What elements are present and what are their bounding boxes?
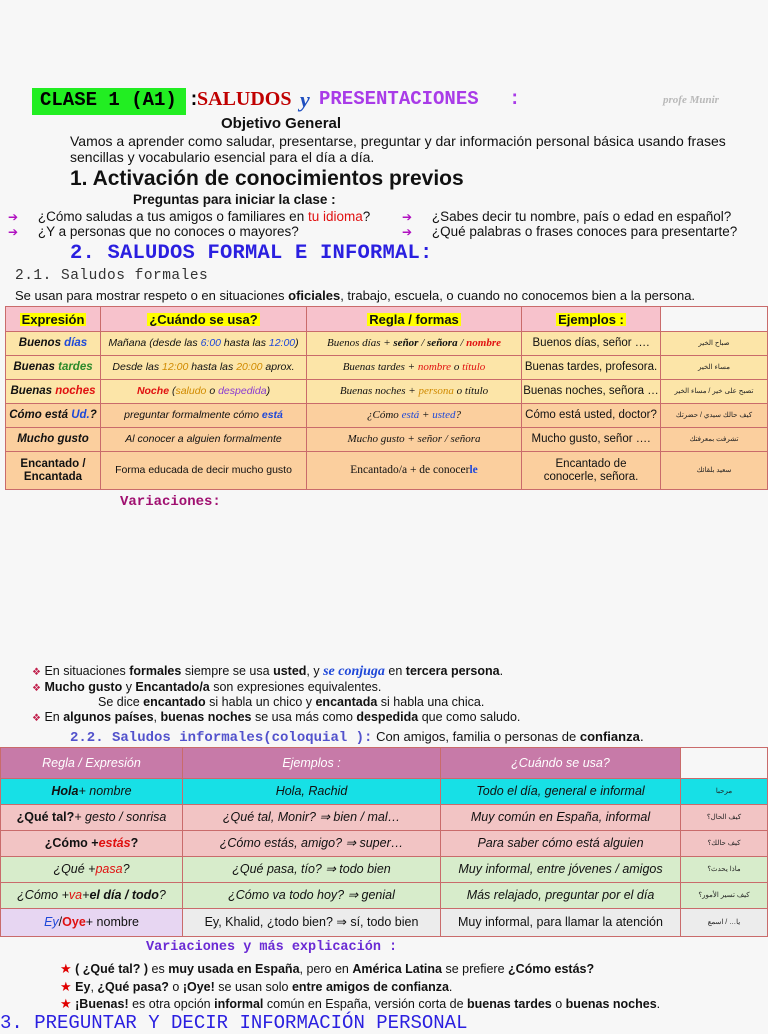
table-cell: Hola, Rachid <box>182 778 441 805</box>
table-cell: Cómo está Ud. ? <box>5 403 101 428</box>
table-cell: Encantado de conocerle, señora. <box>521 451 661 490</box>
section1-title: 1. Activación de conocimientos previos <box>70 167 464 190</box>
table-cell: Encantado/a + de conocerle <box>306 451 522 490</box>
table-header-cell <box>680 747 768 779</box>
table-cell-arabic: كيف تسير الأمور؟ <box>680 882 768 909</box>
arrow-icon: ➔ <box>402 210 413 224</box>
table-cell: Buenas tardes, profesora. <box>521 355 661 380</box>
table-cell: Buenos días + señor / señora / nombre <box>306 331 522 356</box>
table-header-cell: ¿Cuándo se usa? <box>100 306 307 332</box>
table-cell: ¿Qué pasa, tío? ⇒ todo bien <box>182 856 441 883</box>
table-cell: Mucho gusto <box>5 427 101 452</box>
table-header-cell: Ejemplos : <box>182 747 441 779</box>
arrow-icon: ➔ <box>8 225 19 239</box>
question-4: ➔ ¿Qué palabras o frases conoces para presentarte? <box>402 224 738 239</box>
variaciones-explicacion-heading: Variaciones y más explicación : <box>146 940 398 955</box>
note-2: ❖ Mucho gusto y Encantado/a son expresiones equivalentes. <box>32 680 382 694</box>
section21-text: Se usan para mostrar respeto o en situaciones oficiales, trabajo, escuela, o cuando no conocemos bien a la persona. <box>15 288 696 303</box>
table-cell: Más relajado, preguntar por el día <box>440 882 681 909</box>
title-y: y <box>300 87 310 112</box>
diamond-bullet-icon: ❖ <box>32 713 41 724</box>
objective-title: Objetivo General <box>221 115 342 132</box>
objective-text: Vamos a aprender como saludar, presentarse, preguntar y dar información personal básica usando frases sencillas y vocabulario esencial para el día a día. <box>70 133 726 165</box>
table-header-cell: Expresión <box>5 306 101 332</box>
star-icon: ★ <box>60 961 72 976</box>
table-cell: Buenas noches, señora … <box>521 379 661 404</box>
table-cell: Muy informal, entre jóvenes / amigos <box>440 856 681 883</box>
table-header-cell <box>660 306 768 332</box>
star-icon: ★ <box>60 996 72 1011</box>
table-cell-arabic: صباح الخير <box>660 331 768 356</box>
table-header-cell: ¿Cuándo se usa? <box>440 747 681 779</box>
table-cell: ¿Cómo está + usted? <box>306 403 522 428</box>
table-cell-arabic: مساء الخير <box>660 355 768 380</box>
table-cell: ¿Qué tal, Monir? ⇒ bien / mal… <box>182 804 441 831</box>
table-cell: Desde las 12:00 hasta las 20:00 aprox. <box>100 355 307 380</box>
table-header-cell: Regla / Expresión <box>0 747 183 779</box>
table-cell: Buenas tardes + nombre o título <box>306 355 522 380</box>
star-note-2: ★ Ey, ¿Qué pasa? o ¡Oye! se usan solo entre amigos de confianza. <box>60 979 453 994</box>
star-icon: ★ <box>60 979 72 994</box>
table-header-cell: Regla / formas <box>306 306 522 332</box>
question-3: ➔ ¿Sabes decir tu nombre, país o edad en español? <box>402 209 732 224</box>
table-cell: Mañana (desde las 6:00 hasta las 12:00 ) <box>100 331 307 356</box>
table-cell: Buenas noches + persona o título <box>306 379 522 404</box>
arrow-icon: ➔ <box>8 210 19 224</box>
table-cell: Hola + nombre <box>0 778 183 805</box>
diamond-bullet-icon: ❖ <box>32 667 41 678</box>
table-cell: Todo el día, general e informal <box>440 778 681 805</box>
table-cell: Buenas noches <box>5 379 101 404</box>
table-cell: ¿Cómo va todo hoy? ⇒ genial <box>182 882 441 909</box>
table-cell: Encantado / Encantada <box>5 451 101 490</box>
author-watermark: profe Munir <box>663 94 719 106</box>
table-cell: Al conocer a alguien formalmente <box>100 427 307 452</box>
table-cell: Buenos días <box>5 331 101 356</box>
table-cell-arabic: كيف الحال؟ <box>680 804 768 831</box>
table-cell: Muy común en España, informal <box>440 804 681 831</box>
table-cell: Buenas tardes <box>5 355 101 380</box>
note-1: ❖ En situaciones formales siempre se usa usted, y se conjuga en tercera persona. <box>32 664 504 679</box>
table-cell-arabic: تشرفت بمعرفتك <box>660 427 768 452</box>
table-cell: ¿Cómo estás, amigo? ⇒ super… <box>182 830 441 857</box>
note-4: ❖ En algunos países, buenas noches se usa más como despedida que como saludo. <box>32 710 521 724</box>
section21-title: 2.1. Saludos formales <box>15 268 209 284</box>
table-cell-arabic: كيف حالك؟ <box>680 830 768 857</box>
table-cell: Forma educada de decir mucho gusto <box>100 451 307 490</box>
table-header-cell: Ejemplos : <box>521 306 661 332</box>
question-2: ➔ ¿Y a personas que no conoces o mayores? <box>8 224 299 239</box>
table-cell-arabic: تصبح على خير / مساء الخير <box>660 379 768 404</box>
section22-heading: 2.2. Saludos informales(coloquial ): Con amigos, familia o personas de confianza. <box>70 728 644 746</box>
table-cell: preguntar formalmente cómo está <box>100 403 307 428</box>
title-colon: : <box>509 88 521 110</box>
table-cell: Muy informal, para llamar la atención <box>440 908 681 937</box>
table-cell-arabic: ماذا يحدث؟ <box>680 856 768 883</box>
star-note-1: ★ ( ¿Qué tal? ) es muy usada en España, pero en América Latina se prefiere ¿Cómo estás? <box>60 961 595 976</box>
variaciones-heading: Variaciones: <box>120 494 221 510</box>
table-cell-arabic: مرحبا <box>680 778 768 805</box>
title-presentaciones: PRESENTACIONES <box>319 88 479 110</box>
diamond-bullet-icon: ❖ <box>32 683 41 694</box>
table-cell: ¿Qué + pasa ? <box>0 856 183 883</box>
star-note-3: ★ ¡Buenas! es otra opción informal común en España, versión corta de buenas tardes o buenas noches. <box>60 996 661 1011</box>
table-cell: Cómo está usted, doctor? <box>521 403 661 428</box>
table-cell-arabic: سعيد بلقائك <box>660 451 768 490</box>
table-cell: ¿Qué tal? + gesto / sonrisa <box>0 804 183 831</box>
title-saludos: SALUDOS <box>197 88 292 110</box>
question-1: ➔ ¿Cómo saludas a tus amigos o familiares en tu idioma? <box>8 209 371 224</box>
table-cell: Noche (saludo o despedida) <box>100 379 307 404</box>
section3-title: 3. PREGUNTAR Y DECIR INFORMACIÓN PERSONAL <box>0 1012 468 1034</box>
section2-title: 2. SALUDOS FORMAL E INFORMAL: <box>70 242 433 265</box>
table-cell-arabic: كيف حالك سيدي / حضرتك <box>660 403 768 428</box>
table-cell: Ey / Oye + nombre <box>0 908 183 937</box>
questions-title: Preguntas para iniciar la clase : <box>133 192 336 207</box>
table-cell: Mucho gusto, señor …. <box>521 427 661 452</box>
table-cell: ¿Cómo + va + el día / todo ? <box>0 882 183 909</box>
table-cell: Mucho gusto + señor / señora <box>306 427 522 452</box>
table-cell: Para saber cómo está alguien <box>440 830 681 857</box>
class-label: CLASE 1 (A1) : <box>40 89 200 111</box>
arrow-icon: ➔ <box>402 225 413 239</box>
note-3: Se dice encantado si habla un chico y encantada si habla una chica. <box>98 695 485 709</box>
table-cell: ¿Cómo + estás ? <box>0 830 183 857</box>
table-cell-arabic: يا… / اسمع <box>680 908 768 937</box>
table-cell: Ey, Khalid, ¿todo bien? ⇒ sí, todo bien <box>182 908 441 937</box>
table-cell: Buenos días, señor …. <box>521 331 661 356</box>
